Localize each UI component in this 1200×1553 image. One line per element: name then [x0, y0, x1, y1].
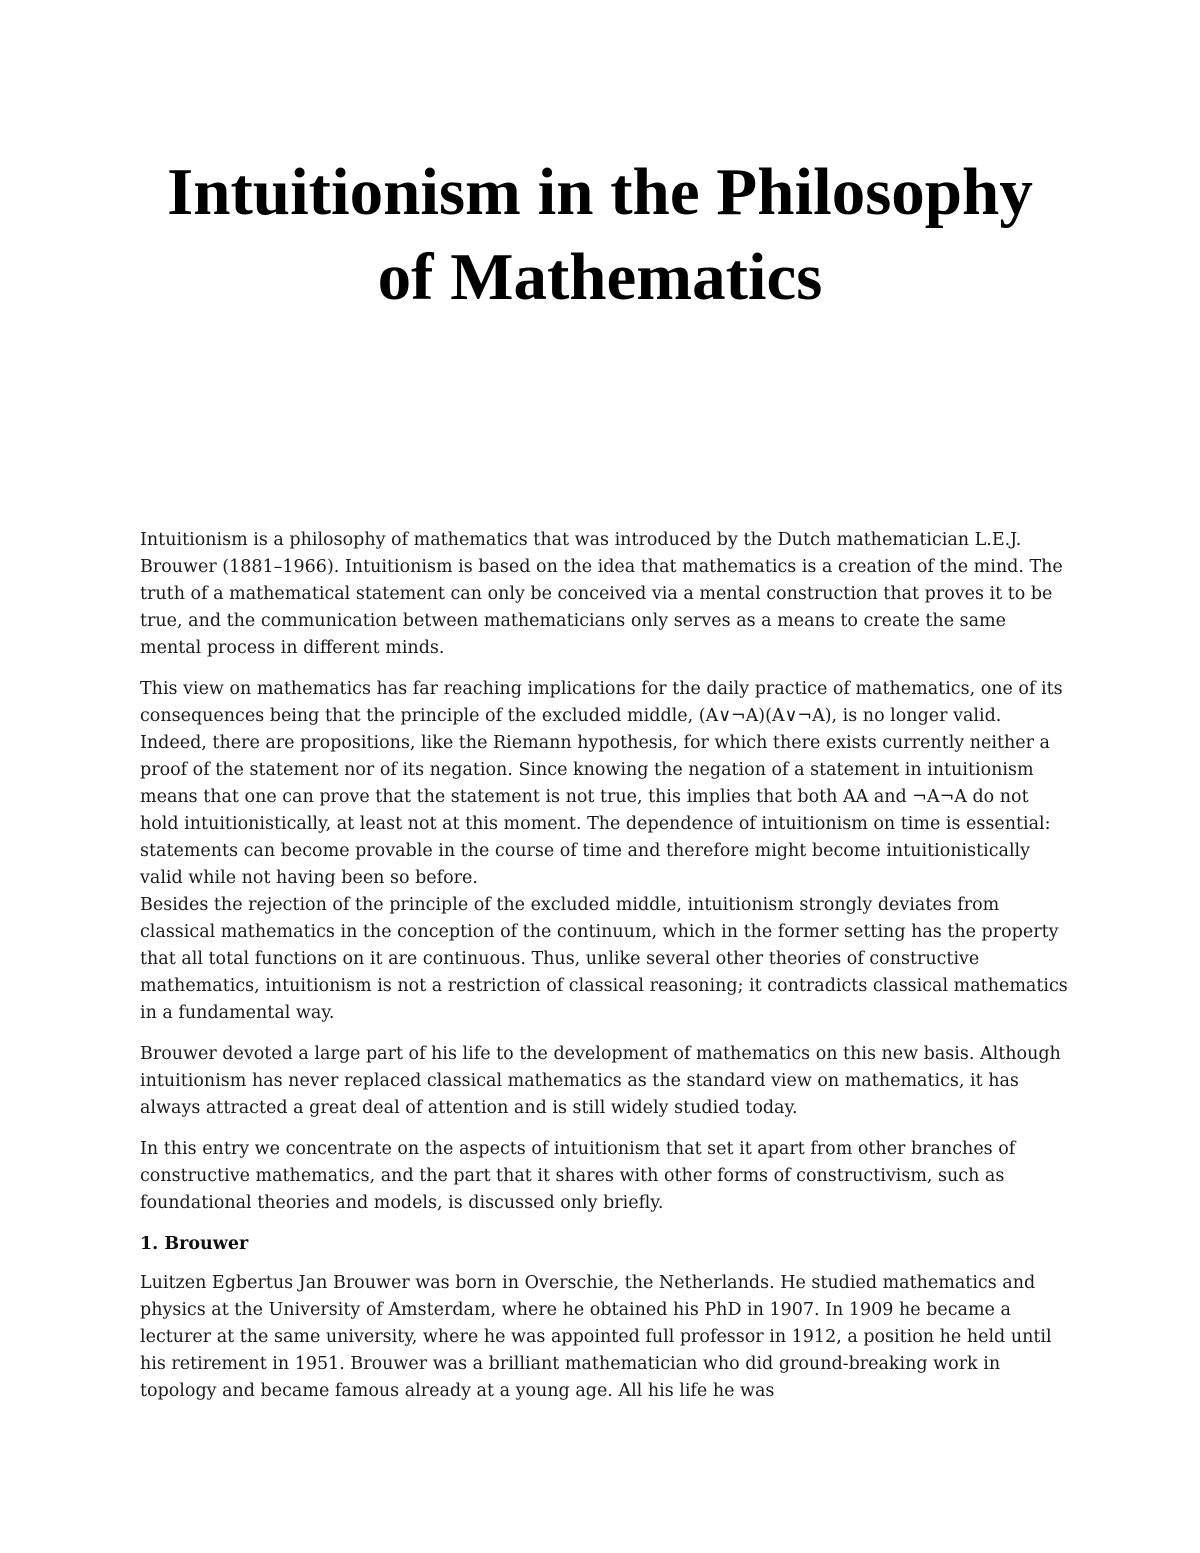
- title-line-2: of Mathematics: [377, 240, 823, 314]
- paragraph-brouwer-bio: Luitzen Egbertus Jan Brouwer was born in Overschie, the Netherlands. He studied mathematics and physics at the University of Amsterdam, where he obtained his PhD in 1907. In 1909 he became a lecturer at the same university, where he was appointed full professor in 1912, a position he held until his retirement in 1951. Brouwer was a brilliant mathematician who did ground-breaking work in topology and became famous already at a young age. All his life he was: [140, 1273, 1052, 1401]
- paragraph-brouwer-devotion: Brouwer devoted a large part of his life to the development of mathematics on this new basis. Although intuitionism has never replaced classical mathematics as the standard view on mathematics, it has always attracted a great deal of attention and is still widely studied today.: [140, 1044, 1061, 1118]
- paragraph-entry-scope: In this entry we concentrate on the aspects of intuitionism that set it apart from other branches of constructive mathematics, and the part that it shares with other forms of constructivism, such as foundational theories and models, is discussed only briefly.: [140, 1139, 1016, 1213]
- title-line-1: Intuitionism in the Philosophy: [167, 155, 1033, 229]
- section-heading-brouwer: 1. Brouwer: [140, 1234, 249, 1254]
- paragraph-intro: Intuitionism is a philosophy of mathematics that was introduced by the Dutch mathematician L.E.J. Brouwer (1881–1966). Intuitionism is based on the idea that mathematics is a creation of the mind. The truth of a mathematical statement can only be conceived via a mental construction that proves it to be true, and the communication between mathematicians only serves as a means to create the same mental process in different minds.: [140, 530, 1063, 658]
- document-title: [100, 150, 1100, 320]
- paragraph-excluded-middle: This view on mathematics has far reaching implications for the daily practice of mathematics, one of its consequences being that the principle of the excluded middle, (A∨¬A)(A∨¬A), is no longer valid. Indeed, there are propositions, like the Riemann hypothesis, for which there exists currently neither a proof of the statement nor of its negation. Since knowing the negation of a statement in intuitionism means that one can prove that the statement is not true, this implies that both AA and ¬A¬A do not hold intuitionistically, at least not at this moment. The dependence of intuitionism on time is essential: statements can become provable in the course of time and therefore might become intuitionistically valid while not having been so before.: [140, 679, 1063, 888]
- document-body: [140, 527, 1070, 1405]
- paragraph-continuum: Besides the rejection of the principle of the excluded middle, intuitionism strongly deviates from classical mathematics in the conception of the continuum, which in the former setting has the property that all total functions on it are continuous. Thus, unlike several other theories of constructive mathematics, intuitionism is not a restriction of classical reasoning; it contradicts classical mathematics in a fundamental way.: [140, 895, 1068, 1023]
